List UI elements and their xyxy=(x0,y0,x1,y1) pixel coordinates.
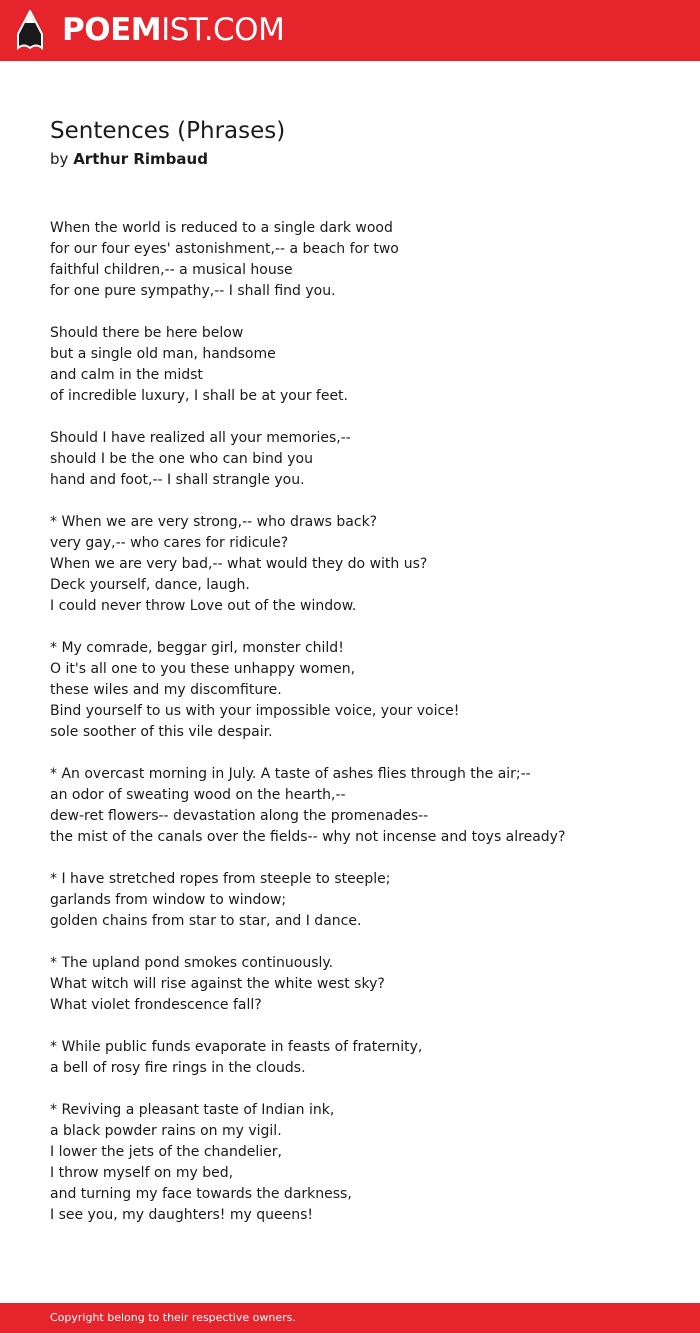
poem-line: but a single old man, handsome xyxy=(50,346,276,362)
poem-line: * I have stretched ropes from steeple to steeple; xyxy=(50,871,391,887)
site-logo-link[interactable] xyxy=(62,12,284,48)
poem-stanza xyxy=(50,218,670,302)
poem-line: I could never throw Love out of the window. xyxy=(50,598,357,614)
poem-line: sole soother of this vile despair. xyxy=(50,724,273,740)
poem-stanza xyxy=(50,428,670,491)
brand-name-bold: POEM xyxy=(62,12,162,48)
poem-line: * An overcast morning in July. A taste of ashes flies through the air;-- xyxy=(50,766,531,782)
poem-line: should I be the one who can bind you xyxy=(50,451,313,467)
poem-stanza xyxy=(50,869,670,932)
poem-stanza xyxy=(50,512,670,617)
poem-line: * The upland pond smokes continuously. xyxy=(50,955,334,971)
poem-stanza xyxy=(50,953,670,1016)
site-header xyxy=(0,0,700,61)
brand-name-light: IST.COM xyxy=(161,12,285,48)
poem-line: * My comrade, beggar girl, monster child! xyxy=(50,640,344,656)
copyright-text: Copyright belong to their respective owners. xyxy=(50,1311,296,1324)
poem-line: Bind yourself to us with your impossible voice, your voice! xyxy=(50,703,460,719)
poem-line: * While public funds evaporate in feasts of fraternity, xyxy=(50,1039,423,1055)
poem-line: What witch will rise against the white west sky? xyxy=(50,976,385,992)
poem-stanza xyxy=(50,1100,670,1226)
poem-line: these wiles and my discomfiture. xyxy=(50,682,282,698)
poem-line: and calm in the midst xyxy=(50,367,203,383)
poem-stanza xyxy=(50,764,670,848)
poem-line: I lower the jets of the chandelier, xyxy=(50,1144,282,1160)
poem-line: * When we are very strong,-- who draws back? xyxy=(50,514,378,530)
poem-line: a bell of rosy fire rings in the clouds. xyxy=(50,1060,306,1076)
poem-line: When the world is reduced to a single dark wood xyxy=(50,220,393,236)
poem-stanza xyxy=(50,1037,670,1079)
poem-title: Sentences (Phrases) xyxy=(50,118,286,144)
poem-line: dew-ret flowers-- devastation along the promenades-- xyxy=(50,808,429,824)
poem-line: hand and foot,-- I shall strangle you. xyxy=(50,472,305,488)
poem-line: I see you, my daughters! my queens! xyxy=(50,1207,313,1223)
pencil-tip-icon[interactable] xyxy=(16,10,44,52)
poem-byline xyxy=(50,148,208,170)
poem-line: When we are very bad,-- what would they do with us? xyxy=(50,556,428,572)
by-label: by xyxy=(50,150,69,168)
poem-stanza xyxy=(50,638,670,743)
site-footer xyxy=(0,1303,700,1333)
poem-line: an odor of sweating wood on the hearth,-- xyxy=(50,787,346,803)
poem-line: the mist of the canals over the fields-- why not incense and toys already? xyxy=(50,829,566,845)
poem-line: faithful children,-- a musical house xyxy=(50,262,293,278)
poem-line: * Reviving a pleasant taste of Indian ink, xyxy=(50,1102,335,1118)
poem-line: very gay,-- who cares for ridicule? xyxy=(50,535,289,551)
poem-line: Should I have realized all your memories,-- xyxy=(50,430,351,446)
poem-line: of incredible luxury, I shall be at your feet. xyxy=(50,388,348,404)
poem-line: Deck yourself, dance, laugh. xyxy=(50,577,250,593)
poem-body xyxy=(50,218,670,1247)
poem-line: Should there be here below xyxy=(50,325,244,341)
poem-line: a black powder rains on my vigil. xyxy=(50,1123,282,1139)
poem-line: What violet frondescence fall? xyxy=(50,997,262,1013)
poem-line: for our four eyes' astonishment,-- a beach for two xyxy=(50,241,399,257)
poem-stanza xyxy=(50,323,670,407)
poem-line: I throw myself on my bed, xyxy=(50,1165,234,1181)
poem-line: O it's all one to you these unhappy women, xyxy=(50,661,356,677)
author-name: Arthur Rimbaud xyxy=(73,150,208,168)
poem-line: for one pure sympathy,-- I shall find you. xyxy=(50,283,336,299)
poem-line: and turning my face towards the darkness, xyxy=(50,1186,352,1202)
poem-line: garlands from window to window; xyxy=(50,892,287,908)
poem-line: golden chains from star to star, and I dance. xyxy=(50,913,362,929)
